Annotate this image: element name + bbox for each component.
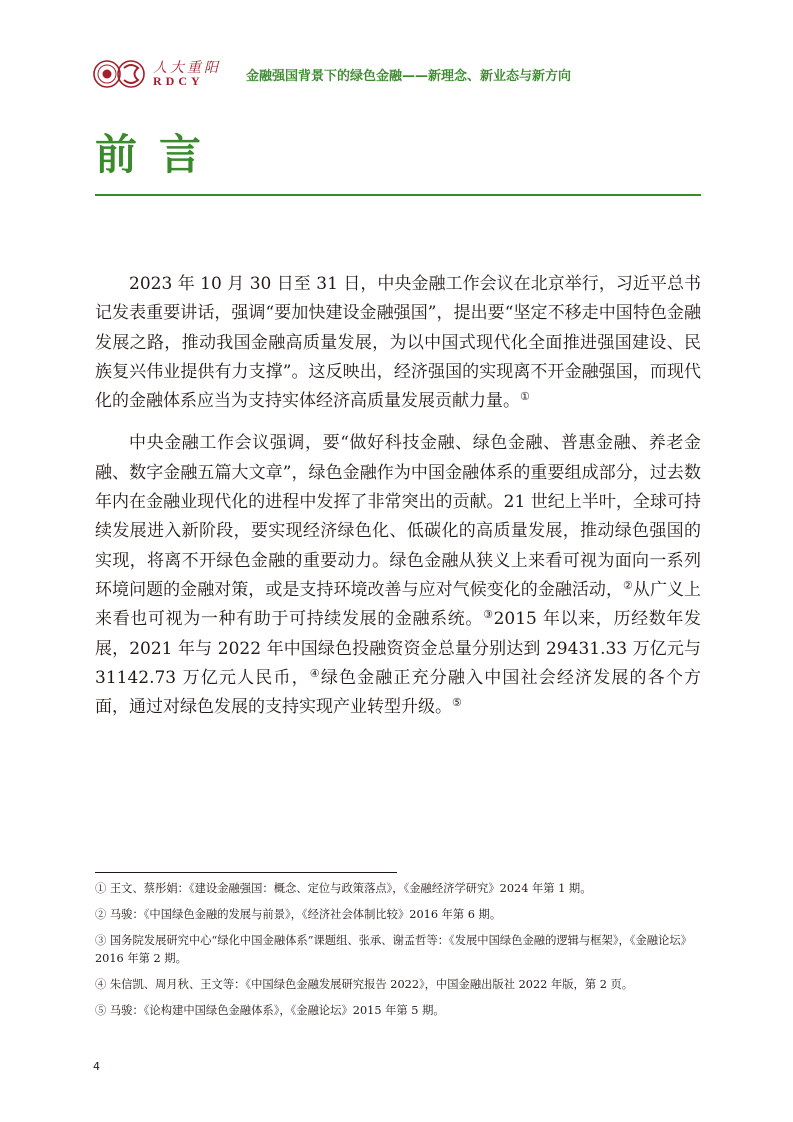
paragraph-1	[95, 270, 701, 416]
footnote-1: ① 王文、蔡彤娟：《建设金融强国：概念、定位与政策落点》，《金融经济学研究》2024 年第 1 期。	[95, 882, 592, 895]
paragraph-text: 从广义上来看也可视为一种有助于可持续发展的金融系统。	[95, 579, 702, 630]
footnote-3: ③ 国务院发展研究中心“绿化中国金融体系”课题组、张承、谢孟哲等：《发展中国绿色金融的逻辑与框架》，《金融论坛》2016 年第 2 期。	[95, 934, 692, 965]
paragraph-text: 2023 年 10 月 30 日至 31 日，中央金融工作会议在北京举行，习近平总书记发表重要讲话，强调“要加快建设金融强国”，提出要“坚定不移走中国特色金融发展之路，推动我国金融高质量发展，为以中国式现代化全面推进强国建设、民族复兴伟业提供有力支撑”。这反映出，经济强国的实现离不开金融强国，而现代化的金融体系应当为支持实体经济高质量发展贡献力量。	[95, 274, 701, 412]
logo-chinese-name: 人大重阳	[153, 60, 221, 76]
paragraph-text: 绿色金融正充分融入中国社会经济发展的各个方面，通过对绿色发展的支持实现产业转型升级。	[95, 667, 701, 718]
paragraph-2	[95, 429, 701, 722]
paragraph-text: 中央金融工作会议强调，要“做好科技金融、绿色金融、普惠金融、养老金融、数字金融五篇大文章”，绿色金融作为中国金融体系的重要组成部分，过去数年内在金融业现代化的进程中发挥了非常突出的贡献。21 世纪上半叶，全球可持续发展进入新阶段，要实现经济绿色化、低碳化的高质量发展，推动绿色强国的实现，将离不开绿色金融的重要动力。绿色金融从狭义上来看可视为面向一系列环境问题的金融对策，或是支持环境改善与应对气候变化的金融活动，	[95, 433, 701, 600]
report-title: 金融强国背景下的绿色金融——新理念、新业态与新方向	[246, 69, 572, 84]
body-text	[95, 270, 701, 735]
footnote-5: ⑤ 马骏：《论构建中国绿色金融体系》，《金融论坛》2015 年第 5 期。	[95, 1004, 445, 1017]
logo-english-name: RDCY	[153, 74, 204, 88]
title-divider	[95, 194, 701, 196]
footnotes	[95, 880, 701, 1028]
footnote-4: ④ 朱信凯、周月秋、王文等：《中国绿色金融发展研究报告 2022》，中国金融出版社 2022 年版，第 2 页。	[95, 978, 634, 991]
footnote-ref-4[interactable]: ④	[309, 666, 321, 680]
footnote-ref-1[interactable]: ①	[520, 390, 530, 404]
footnote-2: ② 马骏：《中国绿色金融的发展与前景》，《经济社会体制比较》2016 年第 6 期。	[95, 908, 502, 921]
footnote-ref-3[interactable]: ③	[483, 608, 494, 622]
footnote-ref-5[interactable]: ⑤	[452, 696, 462, 710]
page-title: 前言	[95, 130, 224, 179]
footnote-ref-2[interactable]: ②	[623, 578, 633, 592]
page-header	[93, 56, 703, 92]
page-number: 4	[93, 1060, 100, 1073]
paragraph-text: 2015 年以来，历经数年发展，2021 年与 2022 年中国绿色投融资资金总量分别达到 29431.33 万亿元与 31142.73 万亿元人民币，	[95, 609, 701, 688]
footnote-divider	[95, 872, 397, 873]
seal-icon	[93, 56, 149, 92]
rdcy-logo	[93, 56, 243, 92]
